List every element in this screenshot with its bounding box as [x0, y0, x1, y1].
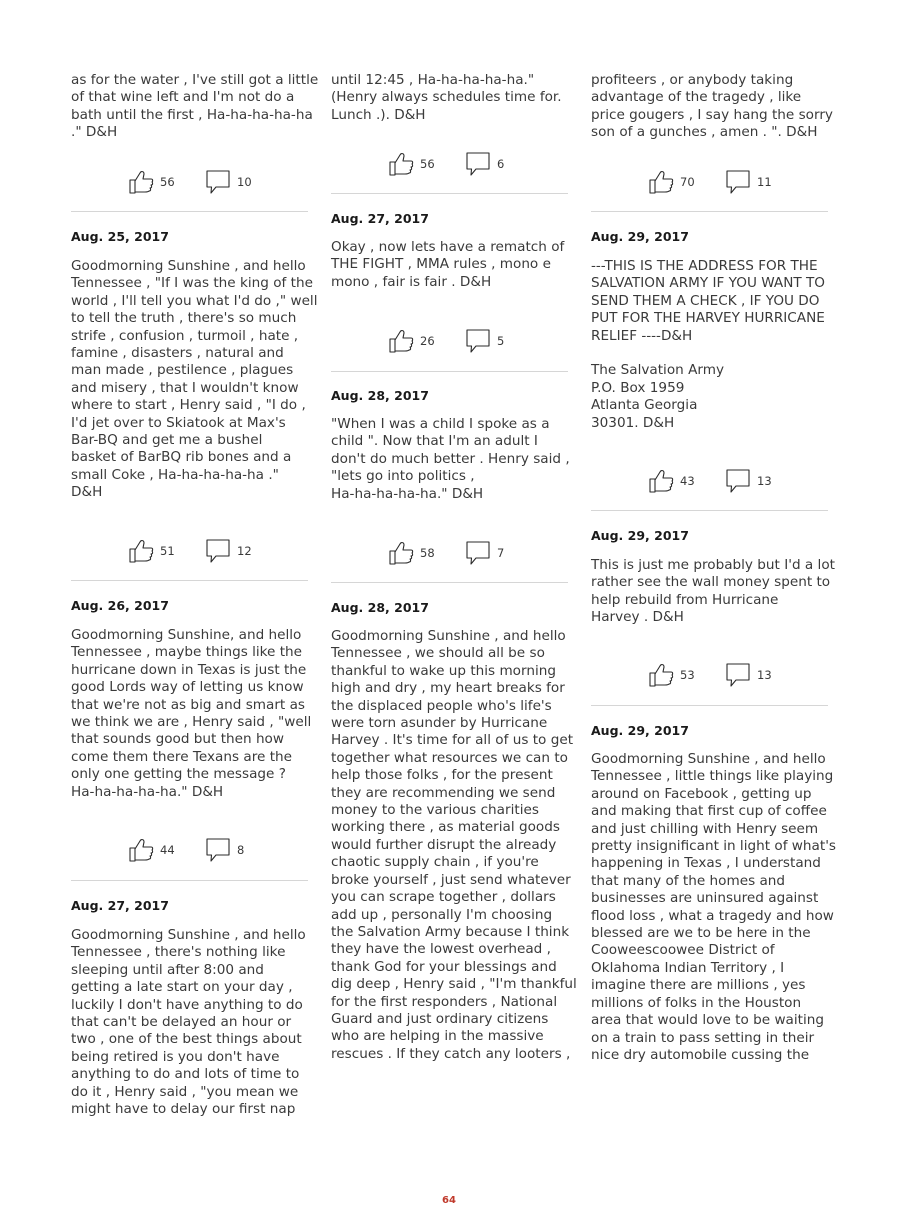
- post-text-line: price gougers , I say hang the sorry: [591, 106, 833, 123]
- post-text-line: pretty insignificant in light of what's: [591, 838, 837, 855]
- post-text-line: chaotic supply chain , if you're: [331, 854, 539, 871]
- post-text-line: bath until the first , Ha-ha-ha-ha-ha: [71, 106, 313, 123]
- reaction-bar: [71, 168, 311, 196]
- post-text-line: Tennessee , maybe things like the: [71, 644, 303, 661]
- post-text-line: don't do much better . Henry said ,: [331, 450, 570, 467]
- post-text-line: happening in Texas , I understand: [591, 855, 821, 872]
- post-text-line: Cooweescoowee District of: [591, 942, 775, 959]
- post-text-line: basket of BarBQ rib bones and a: [71, 449, 292, 466]
- post-text-line: getting a late start on your day ,: [71, 979, 293, 996]
- post-text-line: Tennessee , there's nothing like: [71, 944, 286, 961]
- post-text-line: RELIEF ----D&H: [591, 327, 693, 344]
- post-text-line: This is just me probably but I'd a lot: [591, 557, 835, 573]
- comment-icon[interactable]: [205, 836, 233, 864]
- post-text-line: that many of the homes and: [591, 872, 786, 889]
- comment-count: 5: [497, 334, 505, 348]
- post-text-line: Goodmorning Sunshine, and hello: [71, 627, 302, 643]
- post-text-line: imagine there are millions , yes: [591, 977, 806, 994]
- post-text-line: famine , disasters , natural and: [71, 345, 284, 362]
- post-text-line: Oklahoma Indian Territory , I: [591, 959, 785, 976]
- reaction-bar: [331, 539, 571, 567]
- post-text-line: businesses are uninsured against: [591, 890, 819, 907]
- thumbs-up-icon[interactable]: [387, 327, 415, 355]
- divider: [331, 371, 568, 372]
- post-text-line: anything to do and lots of time to: [71, 1066, 300, 1083]
- post-date: Aug. 27, 2017: [331, 211, 429, 226]
- post-text-line: who are helping in the massive: [331, 1028, 544, 1045]
- post-text-line: come them there Texans are the: [71, 748, 292, 765]
- post-text-line: Ha-ha-ha-ha-ha." D&H: [331, 485, 484, 502]
- post-text-line: Tennessee , "If I was the king of the: [71, 275, 313, 292]
- post-text-line: The Salvation Army: [591, 362, 725, 379]
- post-text-line: they have the lowest overhead ,: [331, 941, 551, 958]
- post-text-line: Harvey . D&H: [591, 609, 684, 626]
- comment-count: 12: [237, 544, 252, 558]
- post-text-line: money to the various charities: [331, 802, 539, 819]
- post-text-line: (Henry always schedules time for.: [331, 89, 562, 106]
- post-text-line: might have to delay our first nap: [71, 1101, 296, 1118]
- post-text: [331, 239, 571, 291]
- post-text: [331, 628, 577, 1063]
- post-text-line: you can scrape together , dollars: [331, 889, 556, 906]
- reaction-bar: [591, 467, 831, 495]
- post-text-line: together what resources we can to: [331, 749, 568, 766]
- post-text-line: good Lords way of letting us know: [71, 679, 304, 696]
- post-text-line: Guard and just ordinary citizens: [331, 1010, 549, 1027]
- post-text-line: ." D&H: [71, 124, 118, 141]
- post-text-line: where to start , Henry said , "I do ,: [71, 397, 306, 414]
- post-text-line: mono , fair is fair . D&H: [331, 273, 492, 290]
- thumbs-up-icon[interactable]: [387, 150, 415, 178]
- post-text-line: they are recommending we send: [331, 784, 556, 801]
- post-text-line: dig deep , Henry said , "I'm thankful: [331, 976, 577, 993]
- post-text-line: only one getting the message ?: [71, 766, 286, 783]
- like-count: 70: [680, 175, 695, 189]
- post-text-line: help those folks , for the present: [331, 767, 553, 784]
- thumbs-up-icon[interactable]: [127, 168, 155, 196]
- post-text-line: P.O. Box 1959: [591, 379, 685, 396]
- comment-count: 7: [497, 546, 505, 560]
- post-text: [71, 927, 311, 1118]
- post-text-line: Atlanta Georgia: [591, 397, 698, 414]
- post-text-line: Okay , now lets have a rematch of: [331, 239, 565, 255]
- post-text: [591, 751, 837, 1064]
- post-text-line: "When I was a child I spoke as a: [331, 416, 550, 432]
- post-text-line: millions of folks in the Houston: [591, 994, 802, 1011]
- post-text-line: we think we are , Henry said , "well: [71, 714, 312, 731]
- post-text-line: thankful to wake up this morning: [331, 662, 556, 679]
- post-text-line: of that wine left and I'm not do a: [71, 89, 295, 106]
- post-text-line: profiteers , or anybody taking: [591, 72, 794, 88]
- post-text: [331, 72, 571, 124]
- reaction-bar: [331, 327, 571, 355]
- post-text-line: 30301. D&H: [591, 414, 675, 431]
- post-text-line: Ha-ha-ha-ha-ha." D&H: [71, 783, 224, 800]
- comment-count: 13: [757, 474, 772, 488]
- thumbs-up-icon[interactable]: [127, 537, 155, 565]
- post-text-line: and just chilling with Henry seem: [591, 820, 819, 837]
- post-text-line: for the first responders , National: [331, 993, 558, 1010]
- divider: [71, 211, 308, 212]
- post-text: [71, 72, 319, 142]
- post-text-line: and misery , that I wouldn't know: [71, 379, 299, 396]
- post-text-line: SEND THEM A CHECK , IF YOU DO: [591, 292, 820, 309]
- post-text-line: small Coke , Ha-ha-ha-ha-ha .": [71, 466, 279, 483]
- post-text: [591, 72, 831, 142]
- post-date: Aug. 26, 2017: [71, 598, 169, 613]
- post-text: [71, 258, 318, 502]
- post-text-line: Goodmorning Sunshine , and hello: [71, 927, 306, 943]
- post-text-line: rather see the wall money spent to: [591, 574, 831, 591]
- post-date: Aug. 27, 2017: [71, 898, 169, 913]
- post-text-line: broke yourself , just send whatever: [331, 871, 571, 888]
- post-text-line: D&H: [71, 484, 103, 501]
- post-text-line: flood loss , what a tragedy and how: [591, 907, 834, 924]
- post-text-line: area that would love to be waiting: [591, 1012, 825, 1029]
- comment-icon[interactable]: [465, 150, 493, 178]
- divider: [331, 582, 568, 583]
- post-text-line: the Salvation Army because I think: [331, 923, 570, 940]
- post-text-line: Lunch .). D&H: [331, 106, 426, 123]
- post-date: Aug. 28, 2017: [331, 600, 429, 615]
- comment-icon[interactable]: [465, 539, 493, 567]
- post-text-line: around on Facebook , getting up: [591, 785, 812, 802]
- comment-icon[interactable]: [725, 661, 753, 689]
- post-text-line: high and dry , my heart breaks for: [331, 680, 565, 697]
- post-text-line: son of a gunches , amen . ". D&H: [591, 124, 818, 141]
- post-text-line: rescues . If they catch any looters ,: [331, 1045, 571, 1062]
- post-text: [331, 416, 571, 503]
- post-text-line: PUT FOR THE HARVEY HURRICANE: [591, 310, 825, 327]
- thumbs-up-icon[interactable]: [647, 661, 675, 689]
- like-count: 56: [160, 175, 175, 189]
- post-text-line: hurricane down in Texas is just the: [71, 661, 307, 678]
- post-text: [591, 258, 831, 432]
- reaction-bar: [591, 661, 831, 689]
- post-text-line: until 12:45 , Ha-ha-ha-ha-ha.": [331, 72, 535, 88]
- post-text-line: sleeping until after 8:00 and: [71, 961, 264, 978]
- post-text: [71, 627, 311, 801]
- thumbs-up-icon[interactable]: [127, 836, 155, 864]
- post-text-line: "lets go into politics ,: [331, 468, 475, 485]
- post-text-line: were torn asunder by Hurricane: [331, 715, 548, 732]
- divider: [331, 193, 568, 194]
- comment-icon[interactable]: [205, 168, 233, 196]
- like-count: 51: [160, 544, 175, 558]
- comment-count: 6: [497, 157, 505, 171]
- post-date: Aug. 29, 2017: [591, 723, 689, 738]
- post-text-line: thank God for your blessings and: [331, 958, 557, 975]
- comment-icon[interactable]: [725, 168, 753, 196]
- comment-icon[interactable]: [465, 327, 493, 355]
- post-text-line: two , one of the best things about: [71, 1031, 302, 1048]
- post-text-line: Goodmorning Sunshine , and hello: [331, 628, 566, 644]
- divider: [71, 880, 308, 881]
- post-text-line: that can't be delayed an hour or: [71, 1014, 292, 1031]
- post-date: Aug. 25, 2017: [71, 229, 169, 244]
- post-text-line: the displaced people who's life's: [331, 697, 552, 714]
- post-date: Aug. 29, 2017: [591, 229, 689, 244]
- post-text: [591, 557, 835, 627]
- post-text-line: child ". Now that I'm an adult I: [331, 433, 538, 450]
- reaction-bar: [71, 537, 311, 565]
- thumbs-up-icon[interactable]: [647, 467, 675, 495]
- like-count: 44: [160, 843, 175, 857]
- post-text-line: add up , personally I'm choosing: [331, 906, 553, 923]
- comment-count: 10: [237, 175, 252, 189]
- post-text-line: and making that first cup of coffee: [591, 803, 827, 820]
- post-text-line: that sounds good but then how: [71, 731, 284, 748]
- post-text-line: being retired is you don't have: [71, 1048, 280, 1065]
- post-text-line: to tell the truth , there's so much: [71, 310, 297, 327]
- post-text-line: as for the water , I've still got a little: [71, 72, 319, 88]
- post-text-line: strife , confusion , turmoil , hate ,: [71, 327, 299, 344]
- post-text-line: on a train to pass setting in their: [591, 1029, 815, 1046]
- post-text-line: world , I'll tell you what I'd do ," well: [71, 292, 318, 309]
- thumbs-up-icon[interactable]: [387, 539, 415, 567]
- post-text-line: luckily I don't have anything to do: [71, 996, 303, 1013]
- like-count: 56: [420, 157, 435, 171]
- post-text-line: do it , Henry said , "you mean we: [71, 1083, 299, 1100]
- reaction-bar: [591, 168, 831, 196]
- reaction-bar: [331, 150, 571, 178]
- post-text-line: working there , as material goods: [331, 819, 560, 836]
- comment-count: 8: [237, 843, 245, 857]
- divider: [71, 580, 308, 581]
- post-text-line: I'd jet over to Skiatook at Max's: [71, 414, 286, 431]
- post-text-line: ---THIS IS THE ADDRESS FOR THE: [591, 258, 818, 274]
- comment-count: 11: [757, 175, 772, 189]
- post-text-line: would further disrupt the already: [331, 836, 557, 853]
- like-count: 26: [420, 334, 435, 348]
- post-text-line: Bar-BQ and get me a bushel: [71, 432, 263, 449]
- post-text-line: Goodmorning Sunshine , and hello: [591, 751, 826, 767]
- page-number: 64: [442, 1195, 456, 1206]
- divider: [591, 705, 828, 706]
- divider: [591, 211, 828, 212]
- post-text-line: Tennessee , little things like playing: [591, 768, 834, 785]
- post-text-line: [591, 345, 831, 362]
- post-text-line: Harvey . It's time for all of us to get: [331, 732, 574, 749]
- like-count: 53: [680, 668, 695, 682]
- post-date: Aug. 28, 2017: [331, 388, 429, 403]
- post-date: Aug. 29, 2017: [591, 528, 689, 543]
- comment-count: 13: [757, 668, 772, 682]
- post-text-line: that we're not as big and smart as: [71, 696, 305, 713]
- post-text-line: SALVATION ARMY IF YOU WANT TO: [591, 275, 826, 292]
- post-text-line: help rebuild from Hurricane: [591, 591, 779, 608]
- post-text-line: Tennessee , we should all be so: [331, 645, 545, 662]
- like-count: 43: [680, 474, 695, 488]
- post-text-line: man made , pestilence , plagues: [71, 362, 294, 379]
- post-text-line: Goodmorning Sunshine , and hello: [71, 258, 306, 274]
- post-text-line: THE FIGHT , MMA rules , mono e: [331, 256, 551, 273]
- post-text-line: blessed are we to be here in the: [591, 925, 811, 942]
- divider: [591, 510, 828, 511]
- thumbs-up-icon[interactable]: [647, 168, 675, 196]
- post-text-line: advantage of the tragedy , like: [591, 89, 802, 106]
- like-count: 58: [420, 546, 435, 560]
- comment-icon[interactable]: [725, 467, 753, 495]
- comment-icon[interactable]: [205, 537, 233, 565]
- reaction-bar: [71, 836, 311, 864]
- post-text-line: nice dry automobile cussing the: [591, 1046, 810, 1063]
